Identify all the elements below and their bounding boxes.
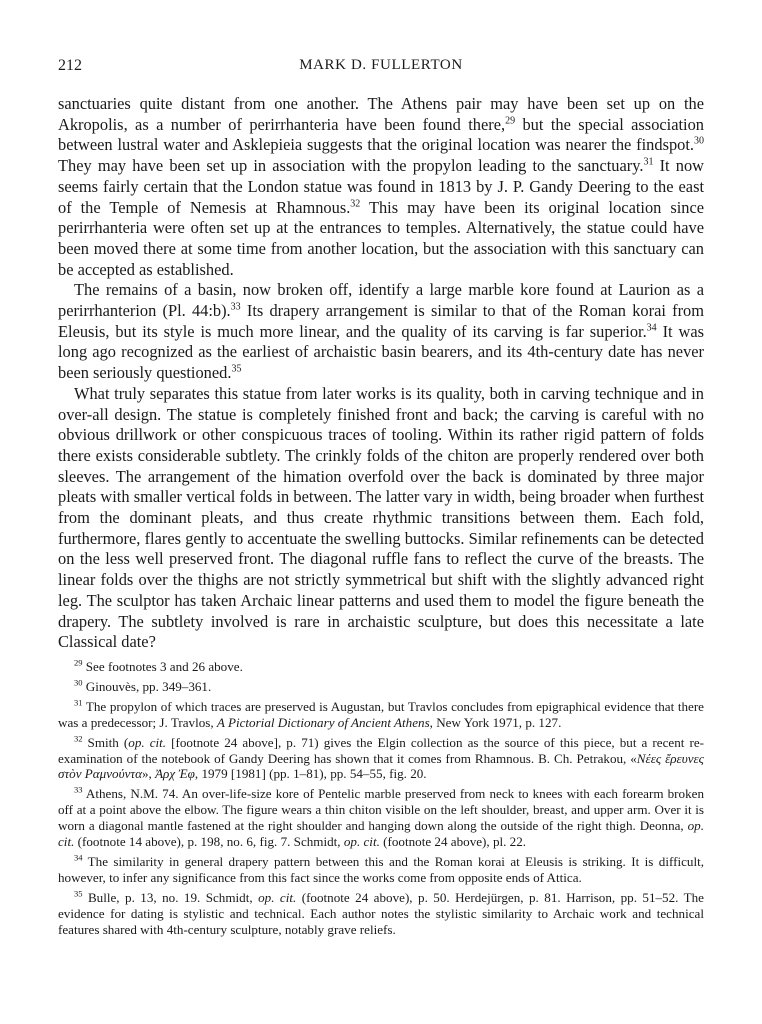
text-run: but the special association between lustral water and Asklepieia suggests that the original location was nearer the findspot. [58, 114, 704, 155]
text-run: What truly separates this statue from later works is its quality, both in carving technique and in over-all design. The statue is completely finished front and back; the carving is careful with no obvious drillwork or other conspicuous traces of tooling. Within its rather rigid pattern of folds there exists considerable subtlety. The crinkly folds of the chiton are properly rendered over both sleeves. The arrangement of the himation overfold over the back is dominated by three major pleats with smaller vertical folds in between. The latter vary in width, being broader when furthest from the dominant pleats, and thus create rhythmic transitions between them. Each fold, furthermore, flares gently to accentuate the swelling buttocks. Similar refinements can be detected on the less well preserved front. The diagonal ruffle fans to reflect the curve of the breasts. The linear folds over the thighs are not strictly symmetrical but shift with the slightly advanced right leg. The sculptor has taken Archaic linear patterns and used them to model the figure beneath the drapery. The subtlety involved is rare in archaistic sculpture, but does this necessitate a late Classical date? [58, 383, 704, 652]
page-number: 212 [58, 57, 82, 74]
italic-text: op. cit. [343, 834, 380, 850]
footnote [58, 890, 704, 938]
text-run: », [141, 766, 156, 782]
footnote-ref: 35 [74, 888, 83, 899]
text-run: Bulle, p. 13, no. 19. Schmidt, [82, 889, 259, 905]
italic-text: A Pictorial Dictionary of Ancient Athens [216, 714, 430, 730]
footnote [58, 786, 704, 850]
text-run: (footnote 14 above), p. 198, no. 6, fig. 7. Schmidt, [74, 834, 344, 850]
text-run: Smith ( [82, 734, 129, 750]
footnote-ref: 29 [505, 115, 516, 127]
text-run: Ginouvès, pp. 349–361. [82, 678, 212, 694]
body-paragraph [58, 384, 704, 653]
footnote-ref: 32 [350, 198, 361, 210]
text-run: [footnote 24 above], p. 71) gives the Elgin collection as the source of this piece, but a recent re-examination of the notebook of Gandy Deering has shown that it comes from Rhamnous. B. Ch. Petrakou, « [58, 734, 704, 766]
running-head: MARK D. FULLERTON [299, 57, 463, 73]
footnote-ref: 34 [646, 322, 657, 334]
text-run: It was long ago recognized as the earliest of archaistic basin bearers, and its 4th-century date has never been seriously questioned. [58, 321, 704, 383]
text-run: Its drapery arrangement is similar to that of the Roman korai from Eleusis, but its style is much more linear, and the quality of its carving is far superior. [58, 301, 704, 341]
text-run: The similarity in general drapery pattern between this and the Roman korai at Eleusis is striking. It is difficult, however, to infer any significance from this fact since the works come from opposite ends of Attica. [58, 853, 704, 885]
italic-text: op. cit. [58, 818, 704, 850]
footnote [58, 735, 704, 783]
text-run: , 1979 [1981] (pp. 1–81), pp. 54–55, fig. 20. [194, 766, 427, 782]
text-run: (footnote 24 above), p. 50. Herdejürgen, p. 81. Harrison, pp. 51–52. The evidence for dating is stylistic and technical. Each author notes the stylistic similarity to Archaic work and technical features shared with 4th-century sculpture, notably grave reliefs. [58, 889, 704, 937]
text-run: Athens, N.M. 74. An over-life-size kore of Pentelic marble preserved from neck to knees with each forearm broken off at a point above the elbow. The figure wears a thin chiton visible on the left shoulder, breast, and upper arm. Over it is worn a diagonal mantle fastened at the right shoulder and hanging down along the outside of the right thigh. Deonna, [58, 786, 704, 834]
footnote-ref: 31 [643, 156, 654, 168]
footnotes [58, 659, 704, 942]
footnote-ref: 33 [230, 301, 241, 313]
body-paragraph [58, 280, 704, 384]
body-text [58, 94, 704, 653]
body-paragraph [58, 94, 704, 280]
footnote [58, 699, 704, 731]
footnote [58, 679, 704, 695]
footnote-ref: 30 [74, 677, 83, 688]
text-run: sanctuaries quite distant from one another. The Athens pair may have been set up on the Akropolis, as a number of perirrhanteria have been found there, [58, 94, 704, 134]
footnote [58, 659, 704, 675]
footnote [58, 854, 704, 886]
text-run: It now seems fairly certain that the London statue was found in 1813 by J. P. Gandy Deering to the east of the Temple of Nemesis at Rhamnous. [58, 156, 705, 217]
italic-text: Ἀρχ Ἐφ [155, 766, 195, 782]
footnote-ref: 35 [231, 363, 242, 375]
text-run: (footnote 24 above), pl. 22. [379, 834, 527, 850]
italic-text: Νέες ἔρευνες στὸν Ραμνούντα [58, 750, 704, 782]
italic-text: op. cit. [258, 889, 297, 905]
text-run: , New York 1971, p. 127. [429, 714, 562, 730]
footnote-ref: 30 [694, 135, 704, 147]
footnote-ref: 32 [74, 733, 83, 744]
page-header [58, 57, 704, 81]
footnote-ref: 33 [74, 784, 83, 795]
footnote-ref: 31 [74, 697, 83, 708]
footnote-ref: 34 [74, 852, 83, 863]
footnote-ref: 29 [74, 657, 83, 668]
text-run: They may have been set up in association with the propylon leading to the sanctuary. [58, 156, 644, 176]
text-run: The propylon of which traces are preserved is Augustan, but Travlos concludes from epigraphical evidence that there was a predecessor; J. Travlos, [58, 698, 704, 730]
text-run: See footnotes 3 and 26 above. [82, 659, 243, 674]
italic-text: op. cit. [128, 734, 167, 750]
text-run: The remains of a basin, now broken off, identify a large marble kore found at Laurion as a perirrhanterion (Pl. 44:b). [58, 280, 704, 321]
text-run: This may have been its original location since perirrhanteria were often set up at the entrances to temples. Alternatively, the statue could have been moved there at some time from another location, but the association with this sanctuary can be accepted as established. [58, 197, 704, 279]
